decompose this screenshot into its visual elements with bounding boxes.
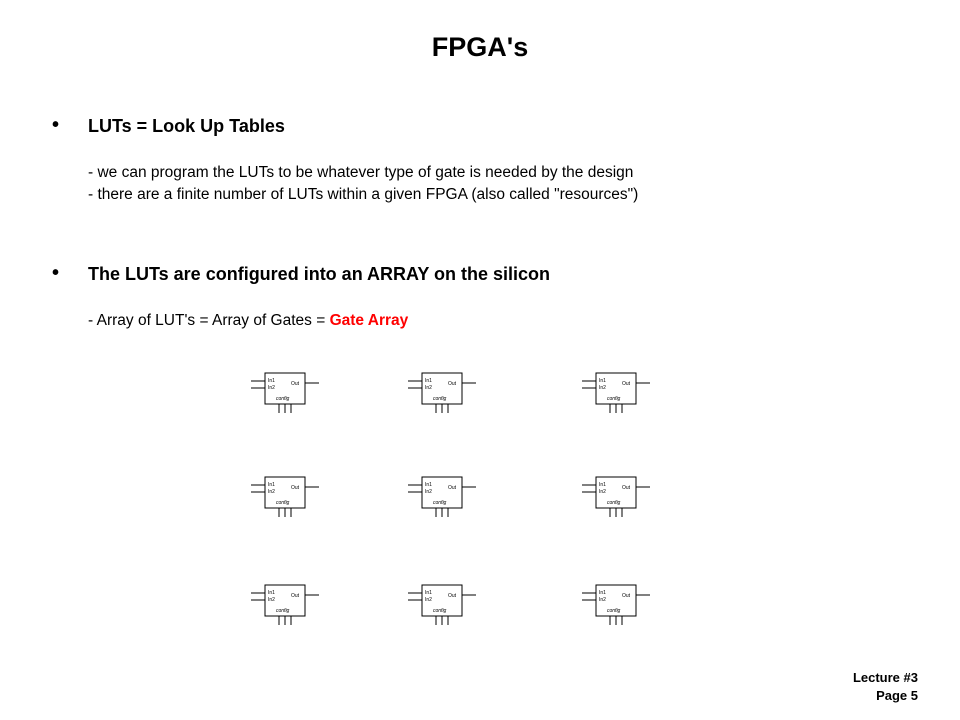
- lut-block: [408, 477, 476, 517]
- lut-in1-label: In1: [268, 482, 275, 488]
- lut-block: [408, 585, 476, 625]
- lut-in2-label: In2: [268, 489, 275, 495]
- gate-array-highlight: Gate Array: [329, 312, 409, 329]
- lut-in1-label: In1: [425, 378, 432, 384]
- lut-in1-label: In1: [425, 482, 432, 488]
- lut-in1-label: In1: [425, 590, 432, 596]
- lut-out-label: Out: [448, 593, 457, 599]
- lut-in2-label: In2: [599, 597, 606, 603]
- lut-in2-label: In2: [599, 489, 606, 495]
- lut-in2-label: In2: [425, 489, 432, 495]
- bullet-2-line-prefix: - Array of LUT's = Array of Gates =: [88, 312, 330, 329]
- bullet-2-heading: The LUTs are configured into an ARRAY on the silicon: [88, 264, 551, 284]
- lut-block: [251, 585, 319, 625]
- lut-config-label: config: [607, 396, 621, 402]
- bullet-1-heading: LUTs = Look Up Tables: [88, 116, 285, 136]
- bullet-1-symbol: •: [52, 114, 60, 136]
- lut-config-label: config: [607, 608, 621, 614]
- lut-out-label: Out: [291, 485, 300, 491]
- lut-config-label: config: [433, 396, 447, 402]
- lut-out-label: Out: [291, 593, 300, 599]
- lecture-number: Lecture #3: [852, 670, 918, 685]
- lut-config-label: config: [433, 500, 447, 506]
- bullet-2-symbol: •: [52, 262, 60, 284]
- lut-in2-label: In2: [268, 385, 275, 391]
- lut-config-label: config: [276, 608, 290, 614]
- lut-out-label: Out: [622, 381, 631, 387]
- lut-out-label: Out: [448, 381, 457, 387]
- lut-in1-label: In1: [599, 378, 606, 384]
- lut-in1-label: In1: [268, 378, 275, 384]
- bullet-1-line-2: - there are a finite number of LUTs within a given FPGA (also called "resources"): [88, 186, 639, 203]
- lut-out-label: Out: [291, 381, 300, 387]
- page-number: Page 5: [876, 688, 918, 703]
- lut-in2-label: In2: [425, 597, 432, 603]
- lut-in1-label: In1: [268, 590, 275, 596]
- lut-config-label: config: [276, 500, 290, 506]
- lut-in2-label: In2: [425, 385, 432, 391]
- lut-in2-label: In2: [268, 597, 275, 603]
- lut-config-label: config: [276, 396, 290, 402]
- lut-config-label: config: [433, 608, 447, 614]
- lut-out-label: Out: [622, 593, 631, 599]
- lut-out-label: Out: [622, 485, 631, 491]
- lut-block: [251, 477, 319, 517]
- lut-block: [408, 373, 476, 413]
- lut-in1-label: In1: [599, 590, 606, 596]
- lut-config-label: config: [607, 500, 621, 506]
- lut-block: [582, 373, 650, 413]
- lut-block: [582, 477, 650, 517]
- lut-in1-label: In1: [599, 482, 606, 488]
- bullet-1-line-1: - we can program the LUTs to be whatever type of gate is needed by the design: [88, 164, 634, 181]
- slide-title: FPGA's: [431, 32, 529, 62]
- lut-block: [251, 373, 319, 413]
- lut-in2-label: In2: [599, 385, 606, 391]
- lut-block: [582, 585, 650, 625]
- lut-out-label: Out: [448, 485, 457, 491]
